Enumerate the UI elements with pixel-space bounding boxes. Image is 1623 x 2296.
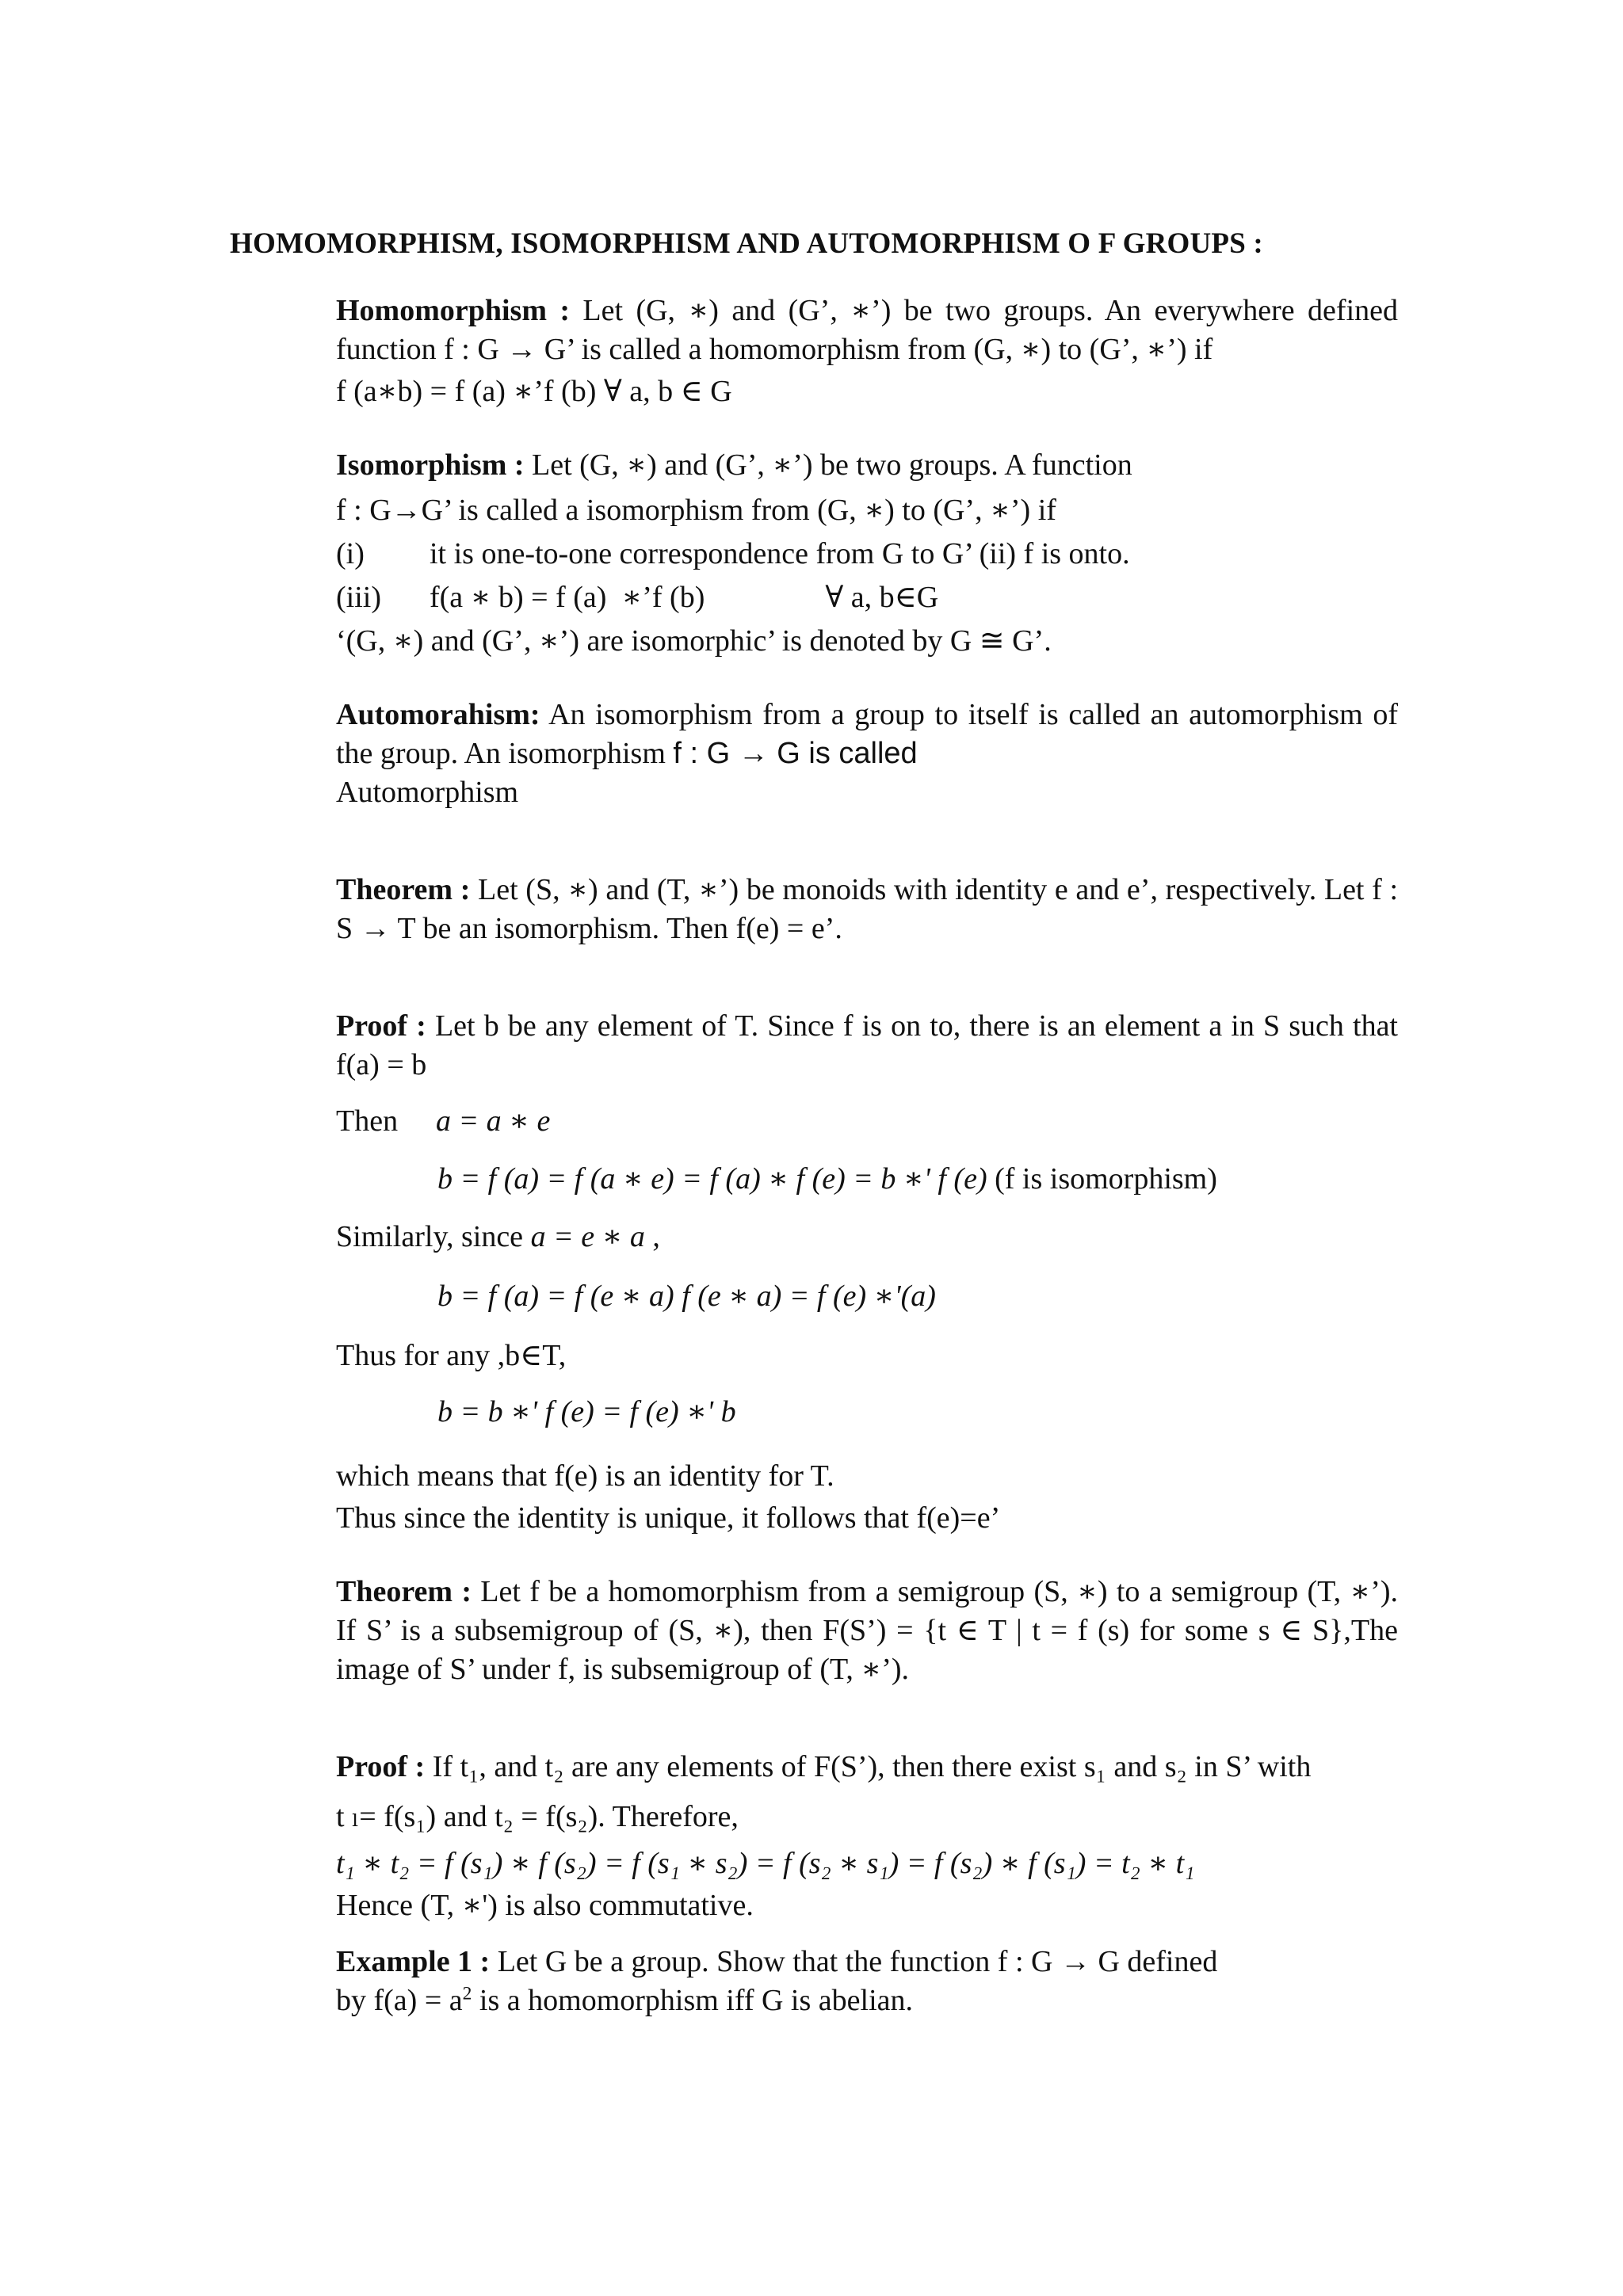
isomorphism-heading: Isomorphism : <box>336 448 525 482</box>
proof-1-eq2 <box>336 1160 1398 1199</box>
isomorphism-text: Let (G, ∗) and (G’, ∗’) be two groups. A function <box>524 448 1132 482</box>
isomorphism-notation: ‘(G, ∗) and (G’, ∗’) are isomorphic’ is denoted by G ≅ G’. <box>336 624 1052 658</box>
item-3-text: f(a ∗ b) = f (a) ∗’f (b) ∀ a, b∈G <box>430 581 939 614</box>
item-1-label: (i) <box>336 537 365 570</box>
equation-4: b = b ∗' f (e) = f (e) ∗' b <box>437 1395 736 1428</box>
example-1-superscript: 2 <box>462 1983 472 2004</box>
then-label: Then <box>336 1104 399 1138</box>
proof-1-text: Let b be any element of T. Since f is on to, there is an element a in S such that f(a) = b <box>336 1009 1398 1081</box>
example-1-heading: Example 1 : <box>336 1945 491 1978</box>
similarly-equation: a = e ∗ a <box>530 1220 645 1253</box>
homomorphism-text: Let (G, ∗) and (G’, ∗’) be two groups. An everywhere defined function f : G → G’ is called a homomorphism from (G, ∗) to (G’, ∗’) if <box>336 294 1398 366</box>
similarly-tail: , <box>644 1220 660 1253</box>
isomorphism-line2: f : G→G’ is called a isomorphism from (G, ∗) to (G’, ∗’) if <box>336 494 1056 527</box>
theorem-2-heading: Theorem : <box>336 1575 472 1608</box>
page-title: HOMOMORPHISM, ISOMORPHISM AND AUTOMORPHISM O F GROUPS : <box>230 227 1263 260</box>
proof-2 <box>336 1748 1398 1787</box>
automorphism-text: An isomorphism from a group to itself is called an automorphism of the group. An isomorphism <box>336 698 1398 770</box>
proof-1-similarly <box>336 1218 1398 1257</box>
homomorphism-heading: Homomorphism : <box>336 294 571 327</box>
example-1-text: Let G be a group. Show that the function f : G → G defined <box>490 1945 1218 1978</box>
commutative-equation: t₁ ∗ t₂ = f (s₁) ∗ f (s₂) = f (s₁ ∗ s₂) = f (s₂ ∗ s₁) = f (s₂) ∗ f (s₁) = t₂ ∗ t₁ <box>336 1847 1195 1880</box>
homomorphism-definition <box>336 292 1398 369</box>
isomorphism-item-3 <box>336 578 1398 617</box>
equation-2-note: (f is isomorphism) <box>987 1162 1217 1196</box>
theorem-2 <box>336 1573 1398 1689</box>
proof-1-heading: Proof : <box>336 1009 426 1043</box>
proof-2-equation-line <box>336 1844 1398 1883</box>
proof-2-line2: t ₗ= f(s₁) and t₂ = f(s₂). Therefore, <box>336 1800 739 1833</box>
automorphism-heading: Automorahism: <box>336 698 540 731</box>
proof-1-eq3 <box>336 1277 1398 1316</box>
item-1-text: it is one-to-one correspondence from G to G’ (ii) f is onto. <box>430 537 1130 570</box>
homomorphism-formula: f (a∗b) = f (a) ∗’f (b) ∀ a, b ∈ G <box>336 375 732 408</box>
equation-2: b = f (a) = f (a ∗ e) = f (a) ∗ f (e) = b ∗' f (e) <box>437 1162 987 1196</box>
proof-1 <box>336 1007 1398 1085</box>
theorem-1-heading: Theorem : <box>336 873 471 906</box>
isomorphism-item-1 <box>336 535 1398 574</box>
item-3-label: (iii) <box>336 581 381 614</box>
proof-1-thus-any: Thus for any ,b∈T, <box>336 1339 567 1372</box>
proof-1-conclusion-2: Thus since the identity is unique, it follows that f(e)=e’ <box>336 1501 1001 1535</box>
proof-2-heading: Proof : <box>336 1750 426 1783</box>
isomorphism-definition <box>336 446 1398 485</box>
theorem-1 <box>336 871 1398 948</box>
example-1 <box>336 1943 1398 2020</box>
similarly-text: Similarly, since <box>336 1220 531 1253</box>
equation-3: b = f (a) = f (e ∗ a) f (e ∗ a) = f (e) ∗'(a) <box>437 1280 936 1313</box>
document-body <box>336 292 1398 2020</box>
proof-2-conclusion: Hence (T, ∗') is also commutative. <box>336 1889 754 1922</box>
example-1-line2-b: is a homomorphism iff G is abelian. <box>472 1984 913 2017</box>
proof-1-conclusion-1: which means that f(e) is an identity for T. <box>336 1459 834 1493</box>
automorphism-sans-formula: f : G → G is called <box>673 737 918 770</box>
theorem-2-text: Let f be a homomorphism from a semigroup (S, ∗) to a semigroup (T, ∗’). If S’ is a subsemigroup of (S, ∗), then F(S’) = {t ∈ T | t = f (s) for some s ∈ S},The image of S’ under f, is subsemigroup of (T, ∗’). <box>336 1575 1399 1686</box>
proof-1-then <box>336 1102 1398 1141</box>
theorem-1-text: Let (S, ∗) and (T, ∗’) be monoids with identity e and e’, respectively. Let f : S → T be an isomorphism. Then f(e) = e’. <box>336 873 1399 945</box>
equation-1: a = a ∗ e <box>436 1104 551 1138</box>
automorphism-definition <box>336 696 1398 812</box>
automorphism-tail: Automorphism <box>336 776 519 809</box>
proof-2-text: If t₁, and t₂ are any elements of F(S’), then there exist s₁ and s₂ in S’ with <box>425 1750 1312 1783</box>
proof-1-eq4 <box>336 1393 1398 1432</box>
example-1-line2-a: by f(a) = a <box>336 1984 463 2017</box>
